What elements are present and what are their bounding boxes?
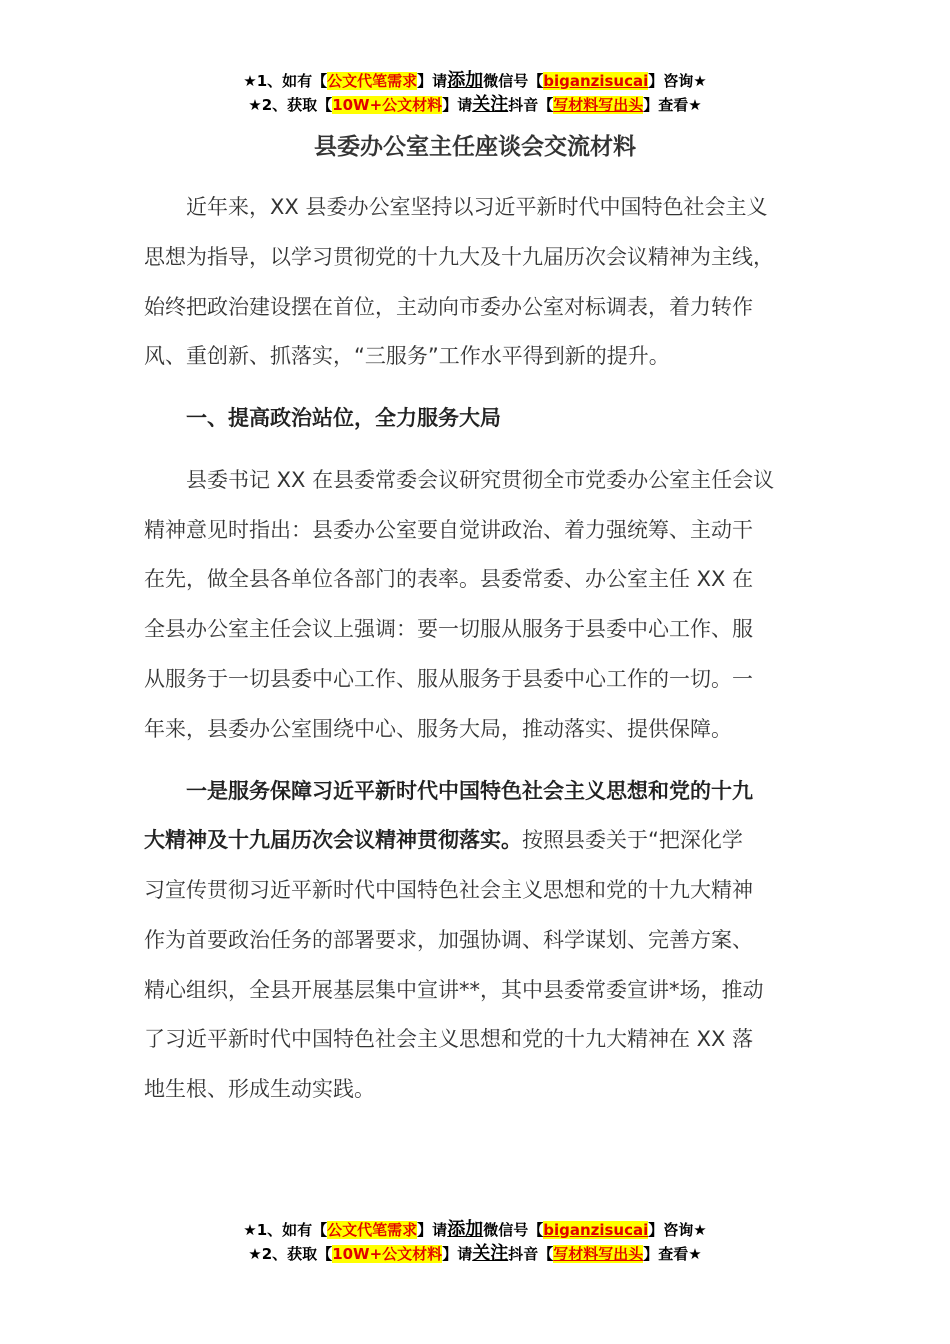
ad-text: 】查看★ <box>643 96 702 114</box>
ad-emphasis: 添加 <box>447 70 484 91</box>
ad-text: 】查看★ <box>643 1245 702 1263</box>
paragraph-line: 精神意见时指出：县委办公室要自觉讲政治、着力强统筹、主动干 <box>144 518 753 542</box>
paragraph-line: 习宣传贯彻习近平新时代中国特色社会主义思想和党的十九大精神 <box>144 878 753 902</box>
paragraph-line: 近年来，XX 县委办公室坚持以习近平新时代中国特色社会主义 <box>186 195 768 219</box>
ad-emphasis: 关注 <box>472 1243 509 1264</box>
ad-text: 】请 <box>442 96 473 114</box>
ad-emphasis: 添加 <box>447 1219 484 1240</box>
ad-highlight: 10W+公文材料 <box>332 96 443 114</box>
ad-text: ★1、如有【 <box>243 1221 328 1239</box>
footer-ad-line-1 <box>0 1218 950 1242</box>
ad-emphasis: 关注 <box>472 94 509 115</box>
ad-text: ★2、获取【 <box>248 96 333 114</box>
ad-text: ★1、如有【 <box>243 72 328 90</box>
wechat-id: biganzisucai <box>543 1221 649 1239</box>
paragraph-text: 按照县委关于“把深化学 <box>522 828 743 852</box>
ad-text: 】咨询★ <box>648 1221 707 1239</box>
ad-text: 】请 <box>417 72 448 90</box>
douyin-id: 写材料写出头 <box>553 1245 644 1263</box>
paragraph-line: 全县办公室主任会议上强调：要一切服从服务于县委中心工作、服 <box>144 617 753 641</box>
ad-highlight: 公文代笔需求 <box>327 72 418 90</box>
ad-text: ★2、获取【 <box>248 1245 333 1263</box>
douyin-id: 写材料写出头 <box>553 96 644 114</box>
paragraph-line: 在先，做全县各单位各部门的表率。县委常委、办公室主任 XX 在 <box>144 567 754 591</box>
section-heading: 一、提高政治站位，全力服务大局 <box>186 406 501 430</box>
wechat-id: biganzisucai <box>543 72 649 90</box>
ad-text: 】请 <box>417 1221 448 1239</box>
paragraph-line: 从服务于一切县委中心工作、服从服务于县委中心工作的一切。一 <box>144 667 753 691</box>
ad-text: 】请 <box>442 1245 473 1263</box>
ad-text: 】咨询★ <box>648 72 707 90</box>
ad-text: 微信号【 <box>483 72 544 90</box>
ad-text: 抖音【 <box>508 1245 554 1263</box>
paragraph-line <box>144 825 743 855</box>
ad-highlight: 10W+公文材料 <box>332 1245 443 1263</box>
ad-text: 微信号【 <box>483 1221 544 1239</box>
document-title: 县委办公室主任座谈会交流材料 <box>314 134 636 160</box>
ad-text: 抖音【 <box>508 96 554 114</box>
paragraph-lead: 一是服务保障习近平新时代中国特色社会主义思想和党的十九 <box>186 779 753 803</box>
ad-highlight: 公文代笔需求 <box>327 1221 418 1239</box>
paragraph-line: 地生根、形成生动实践。 <box>144 1077 375 1101</box>
paragraph-line: 始终把政治建设摆在首位，主动向市委办公室对标调表，着力转作 <box>144 295 753 319</box>
paragraph-line: 县委书记 XX 在县委常委会议研究贯彻全市党委办公室主任会议 <box>186 468 775 492</box>
ad-line-1 <box>0 69 950 93</box>
paragraph-lead: 大精神及十九届历次会议精神贯彻落实。 <box>144 828 522 852</box>
paragraph-line: 了习近平新时代中国特色社会主义思想和党的十九大精神在 XX 落 <box>144 1027 754 1051</box>
paragraph-line: 作为首要政治任务的部署要求，加强协调、科学谋划、完善方案、 <box>144 928 753 952</box>
paragraph-line: 思想为指导，以学习贯彻党的十九大及十九届历次会议精神为主线， <box>144 245 774 269</box>
paragraph-line: 年来，县委办公室围绕中心、服务大局，推动落实、提供保障。 <box>144 717 732 741</box>
footer-ad-line-2 <box>0 1242 950 1266</box>
ad-line-2 <box>0 93 950 117</box>
paragraph-line: 精心组织，全县开展基层集中宣讲**，其中县委常委宣讲*场，推动 <box>144 978 764 1002</box>
paragraph-line: 风、重创新、抓落实，“三服务”工作水平得到新的提升。 <box>144 344 670 368</box>
